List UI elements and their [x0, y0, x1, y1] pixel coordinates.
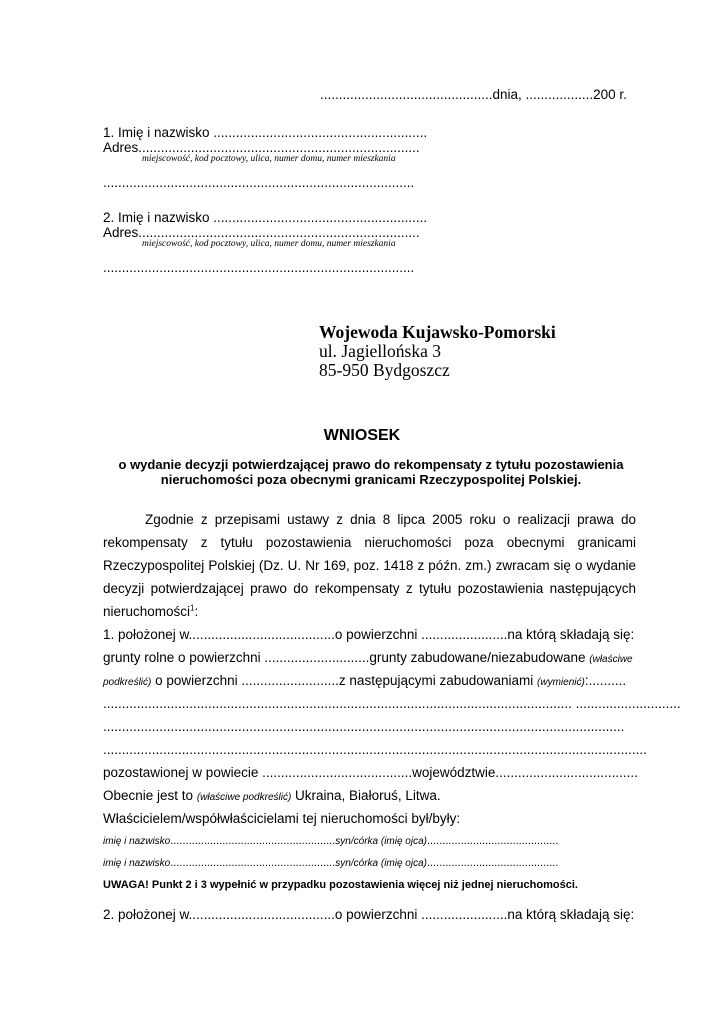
- item-1-county-field[interactable]: pozostawionej w powiecie ........................................województwie......................................: [103, 765, 638, 780]
- applicant-2-extra-field[interactable]: ...................................................................................: [103, 260, 415, 275]
- recipient-city: 85-950 Bydgoszcz: [319, 360, 450, 380]
- item-1-land-text: grunty rolne o powierzchni ............................grunty zabudowane/niezabudowane: [103, 650, 590, 665]
- item-1-owner-row-1[interactable]: [103, 835, 558, 847]
- item-1-buildings-line[interactable]: [103, 673, 626, 688]
- item-2-location-field[interactable]: 2. położonej w.......................................o powierzchni .......................na którą składają się:: [103, 907, 635, 922]
- body-line-1: Zgodnie z przepisami ustawy z dnia 8 lipca 2005 roku o realizacji prawa do: [145, 512, 636, 527]
- owner-parent-label: syn/córka (imię ojca): [335, 836, 427, 847]
- item-1-owner-row-2[interactable]: [103, 857, 558, 869]
- owner-name-dots[interactable]: ......................................................: [170, 835, 336, 847]
- body-line-5: [103, 604, 198, 619]
- item-1-dots-line-1[interactable]: ............................................................................................................................. ............................: [103, 696, 681, 711]
- applicant-1-name-field[interactable]: 1. Imię i nazwisko .........................................................: [103, 125, 428, 140]
- notice-text: UWAGA! Punkt 2 i 3 wypełnić w przypadku pozostawienia więcej niż jednej nieruchomości.: [103, 879, 578, 891]
- recipient-title: Wojewoda Kujawsko-Pomorski: [319, 322, 556, 342]
- body-line-2: rekompensaty z tytułu pozostawienia nieruchomości poza obecnymi granicami: [103, 535, 636, 550]
- footnote-marker: 1: [190, 603, 195, 613]
- form-subtitle-line-1: o wydanie decyzji potwierdzającej prawo do rekompensaty z tytułu pozostawienia: [118, 457, 624, 472]
- body-line-5-text: nieruchomości: [103, 604, 191, 619]
- form-subtitle-line-2: nieruchomości poza obecnymi granicami Rzeczypospolitej Polskiej.: [160, 472, 582, 487]
- item-1-owners-label: Właścicielem/współwłaścicielami tej nieruchomości był/były:: [103, 811, 461, 826]
- body-line-5-colon: :: [194, 604, 199, 619]
- item-1-land-hint: (właściwe: [589, 654, 633, 665]
- item-1-buildings-dots: :..........: [584, 673, 627, 688]
- item-1-dots-line-2[interactable]: ...........................................................................................................................................: [103, 719, 625, 734]
- applicant-2-address-field[interactable]: Adres...........................................................................: [103, 225, 420, 240]
- item-1-land-line[interactable]: [103, 650, 633, 665]
- item-1-country-options[interactable]: Ukraina, Białoruś, Litwa.: [291, 788, 441, 803]
- owner-name-label: imię i nazwisko: [103, 858, 171, 869]
- item-1-country-line: [103, 788, 441, 803]
- applicant-2-address-hint: miejscowość, kod pocztowy, ulica, numer domu, numer mieszkania: [142, 239, 396, 249]
- recipient-street: ul. Jagiellońska 3: [319, 341, 441, 361]
- item-1-dots-line-3[interactable]: .................................................................................................................................................: [103, 742, 647, 757]
- form-title: WNIOSEK: [323, 427, 401, 444]
- owner-name-label: imię i nazwisko: [103, 836, 171, 847]
- applicant-1-extra-field[interactable]: ...................................................................................: [103, 175, 415, 190]
- applicant-2-name-field[interactable]: 2. Imię i nazwisko .........................................................: [103, 210, 428, 225]
- body-line-4: decyzji potwierdzającej prawo do rekompensaty z tytułu pozostawienia następujących: [103, 581, 636, 596]
- owner-name-dots[interactable]: ......................................................: [170, 857, 336, 869]
- owner-parent-label: syn/córka (imię ojca): [335, 858, 427, 869]
- owner-parent-dots[interactable]: ...........................................: [427, 857, 559, 869]
- date-line[interactable]: ..............................................dnia, ..................200 r.: [320, 87, 627, 102]
- owner-parent-dots[interactable]: ...........................................: [427, 835, 559, 847]
- item-1-land-hint-2: podkreślić): [103, 677, 152, 688]
- item-1-country-hint: (właściwe podkreślić): [196, 792, 292, 803]
- item-1-area-text: o powierzchni ..........................z następującymi zabudowaniami: [151, 673, 538, 688]
- item-1-buildings-hint: (wymienić): [537, 677, 585, 688]
- item-1-country-text: Obecnie jest to: [103, 788, 197, 803]
- item-1-location-field[interactable]: 1. położonej w.......................................o powierzchni .......................na którą składają się:: [103, 627, 635, 642]
- applicant-1-address-hint: miejscowość, kod pocztowy, ulica, numer domu, numer mieszkania: [142, 154, 396, 164]
- body-line-3: Rzeczypospolitej Polskiej (Dz. U. Nr 169, poz. 1418 z późn. zm.) zwracam się o wydanie: [103, 558, 636, 573]
- applicant-1-address-field[interactable]: Adres...........................................................................: [103, 140, 420, 155]
